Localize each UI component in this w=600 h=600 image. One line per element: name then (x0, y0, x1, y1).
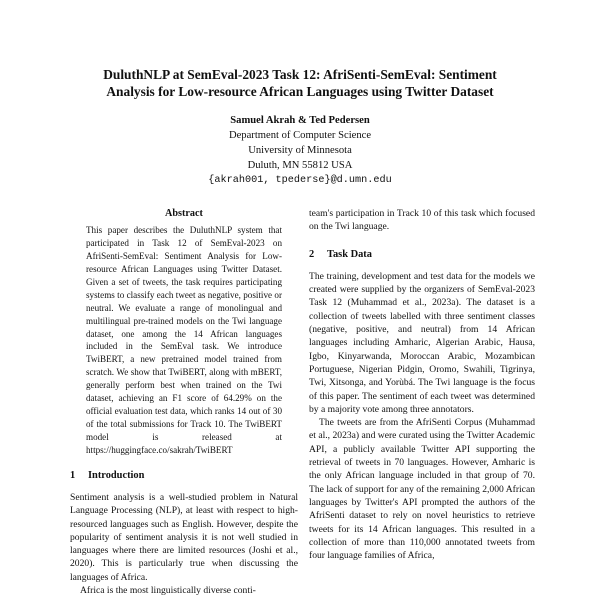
section-number: 1 (70, 469, 76, 481)
paper-title (60, 66, 540, 100)
author-block (100, 113, 500, 188)
section-heading-task-data (309, 248, 535, 261)
section-title: Task Data (327, 248, 372, 260)
intro-paragraph-1: Sentiment analysis is a well-studied problem in Natural Language Processing (NLP), at least with respect to high-resourced languages such as English. However, despite the popularity of sentiment analysis it is not well studied in languages where there are limited resources (Joshi et al., 2020). This is particularly true when discussing the languages of Africa. (70, 491, 298, 583)
affiliation-line-1: Department of Computer Science (228, 130, 372, 141)
section-number: 2 (309, 248, 315, 260)
affiliation-line-3: Duluth, MN 55812 USA (247, 160, 353, 171)
abstract-heading: Abstract (165, 208, 203, 219)
abstract-text: This paper describes the DuluthNLP system that participated in Task 12 of SemEval-2023 on AfriSenti-SemEval: Sentiment Analysis for Low-resource African Languages using Twitter Dataset. Given a set of tweets, the task requires participating systems to classify each tweet as negative, positive or neutral. We evaluate a range of monolingual and multilingual pre-trained models on the Twi language dataset, one among the 14 African languages included in the SemEval task. We introduce TwiBERT, a new pretrained model trained from scratch. We show that TwiBERT, along with mBERT, generally perform best when trained on the Twi dataset, achieving an F1 score of 64.29% on the official evaluation test data, which ranks 14 out of 30 of the total submissions for Track 10. The TwiBERT model is released at https://huggingface.co/sakrah/TwiBERT (86, 225, 282, 455)
right-column (309, 207, 535, 562)
task-data-paragraph-1: The training, development and test data for the models we created were supplied by the organizers of SemEval-2023 Task 12 (Muhammad et al., 2023a). The dataset is a collection of tweets labelled with three sentiment classes (negative, positive, and neutral) from 14 African languages including Amharic, Algerian Arabic, Hausa, Igbo, Kinyarwanda, Moroccan Arabic, Mozambican Portuguese, Nigerian Pidgin, Oromo, Swahili, Tigrinya, Twi, Xitsonga, and Yorùbá. The Twi language is the focus of this paper. The sentiment of each tweet was determined by a majority vote among three annotators. (309, 270, 535, 415)
author-emails: {akrah001, tpederse}@d.umn.edu (208, 175, 392, 186)
affiliation-line-2: University of Minnesota (248, 145, 352, 156)
intro-paragraph-2: Africa is the most linguistically diverse conti- (80, 584, 256, 596)
left-column (70, 207, 298, 597)
title-line-2: Analysis for Low-resource African Languages using Twitter Dataset (106, 84, 494, 99)
task-data-paragraph-2: The tweets are from the AfriSenti Corpus (Muhammad et al., 2023a) and were curated using the Twitter Academic API, a publicly available Twitter API supporting the retrieval of tweets in 70 languages. However, Amharic is the only African language included in that group of 70. The lack of support for any of the remaining 2,000 African languages by Twitter's API prompted the authors of the AfriSenti dataset to rely on novel heuristics to retrieve tweets for its 14 African languages. This resulted in a collection of more than 110,000 annotated tweets from four language families of Africa, (309, 417, 535, 562)
right-column-lead: team's participation in Track 10 of this task which focused on the Twi language. (309, 208, 535, 233)
section-heading-introduction (70, 469, 298, 482)
author-names: Samuel Akrah & Ted Pedersen (230, 115, 370, 126)
section-title: Introduction (88, 469, 145, 481)
title-line-1: DuluthNLP at SemEval-2023 Task 12: AfriSenti-SemEval: Sentiment (103, 67, 497, 82)
